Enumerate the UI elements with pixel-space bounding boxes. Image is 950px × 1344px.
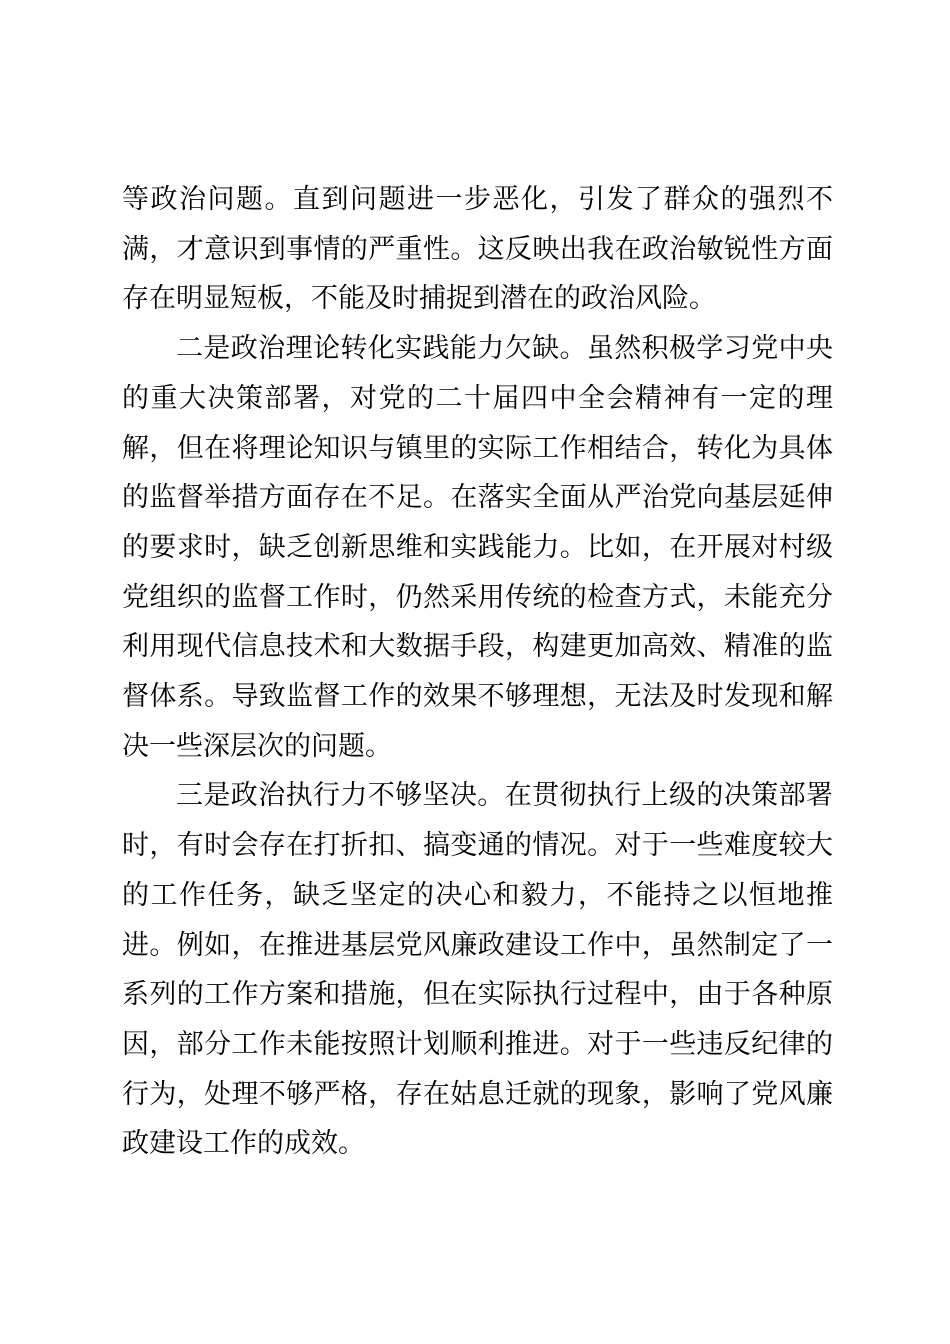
document-text-block	[122, 175, 833, 1169]
paragraph-point-three: 三是政治执行力不够坚决。在贯彻执行上级的决策部署时，有时会存在打折扣、搞变通的情况。对于一些难度较大的工作任务，缺乏坚定的决心和毅力，不能持之以恒地推进。例如，在推进基层党风廉政建设工作中，虽然制定了一系列的工作方案和措施，但在实际执行过程中，由于各种原因，部分工作未能按照计划顺利推进。对于一些违反纪律的行为，处理不够严格，存在姑息迁就的现象，影响了党风廉政建设工作的成效。	[122, 780, 833, 1159]
paragraph-continuation: 等政治问题。直到问题进一步恶化，引发了群众的强烈不满，才意识到事情的严重性。这反映出我在政治敏锐性方面存在明显短板，不能及时捕捉到潜在的政治风险。	[122, 184, 833, 314]
paragraph-point-two: 二是政治理论转化实践能力欠缺。虽然积极学习党中央的重大决策部署，对党的二十届四中全会精神有一定的理解，但在将理论知识与镇里的实际工作相结合，转化为具体的监督举措方面存在不足。在落实全面从严治党向基层延伸的要求时，缺乏创新思维和实践能力。比如，在开展对村级党组织的监督工作时，仍然采用传统的检查方式，未能充分利用现代信息技术和大数据手段，构建更加高效、精准的监督体系。导致监督工作的效果不够理想，无法及时发现和解决一些深层次的问题。	[122, 333, 833, 761]
